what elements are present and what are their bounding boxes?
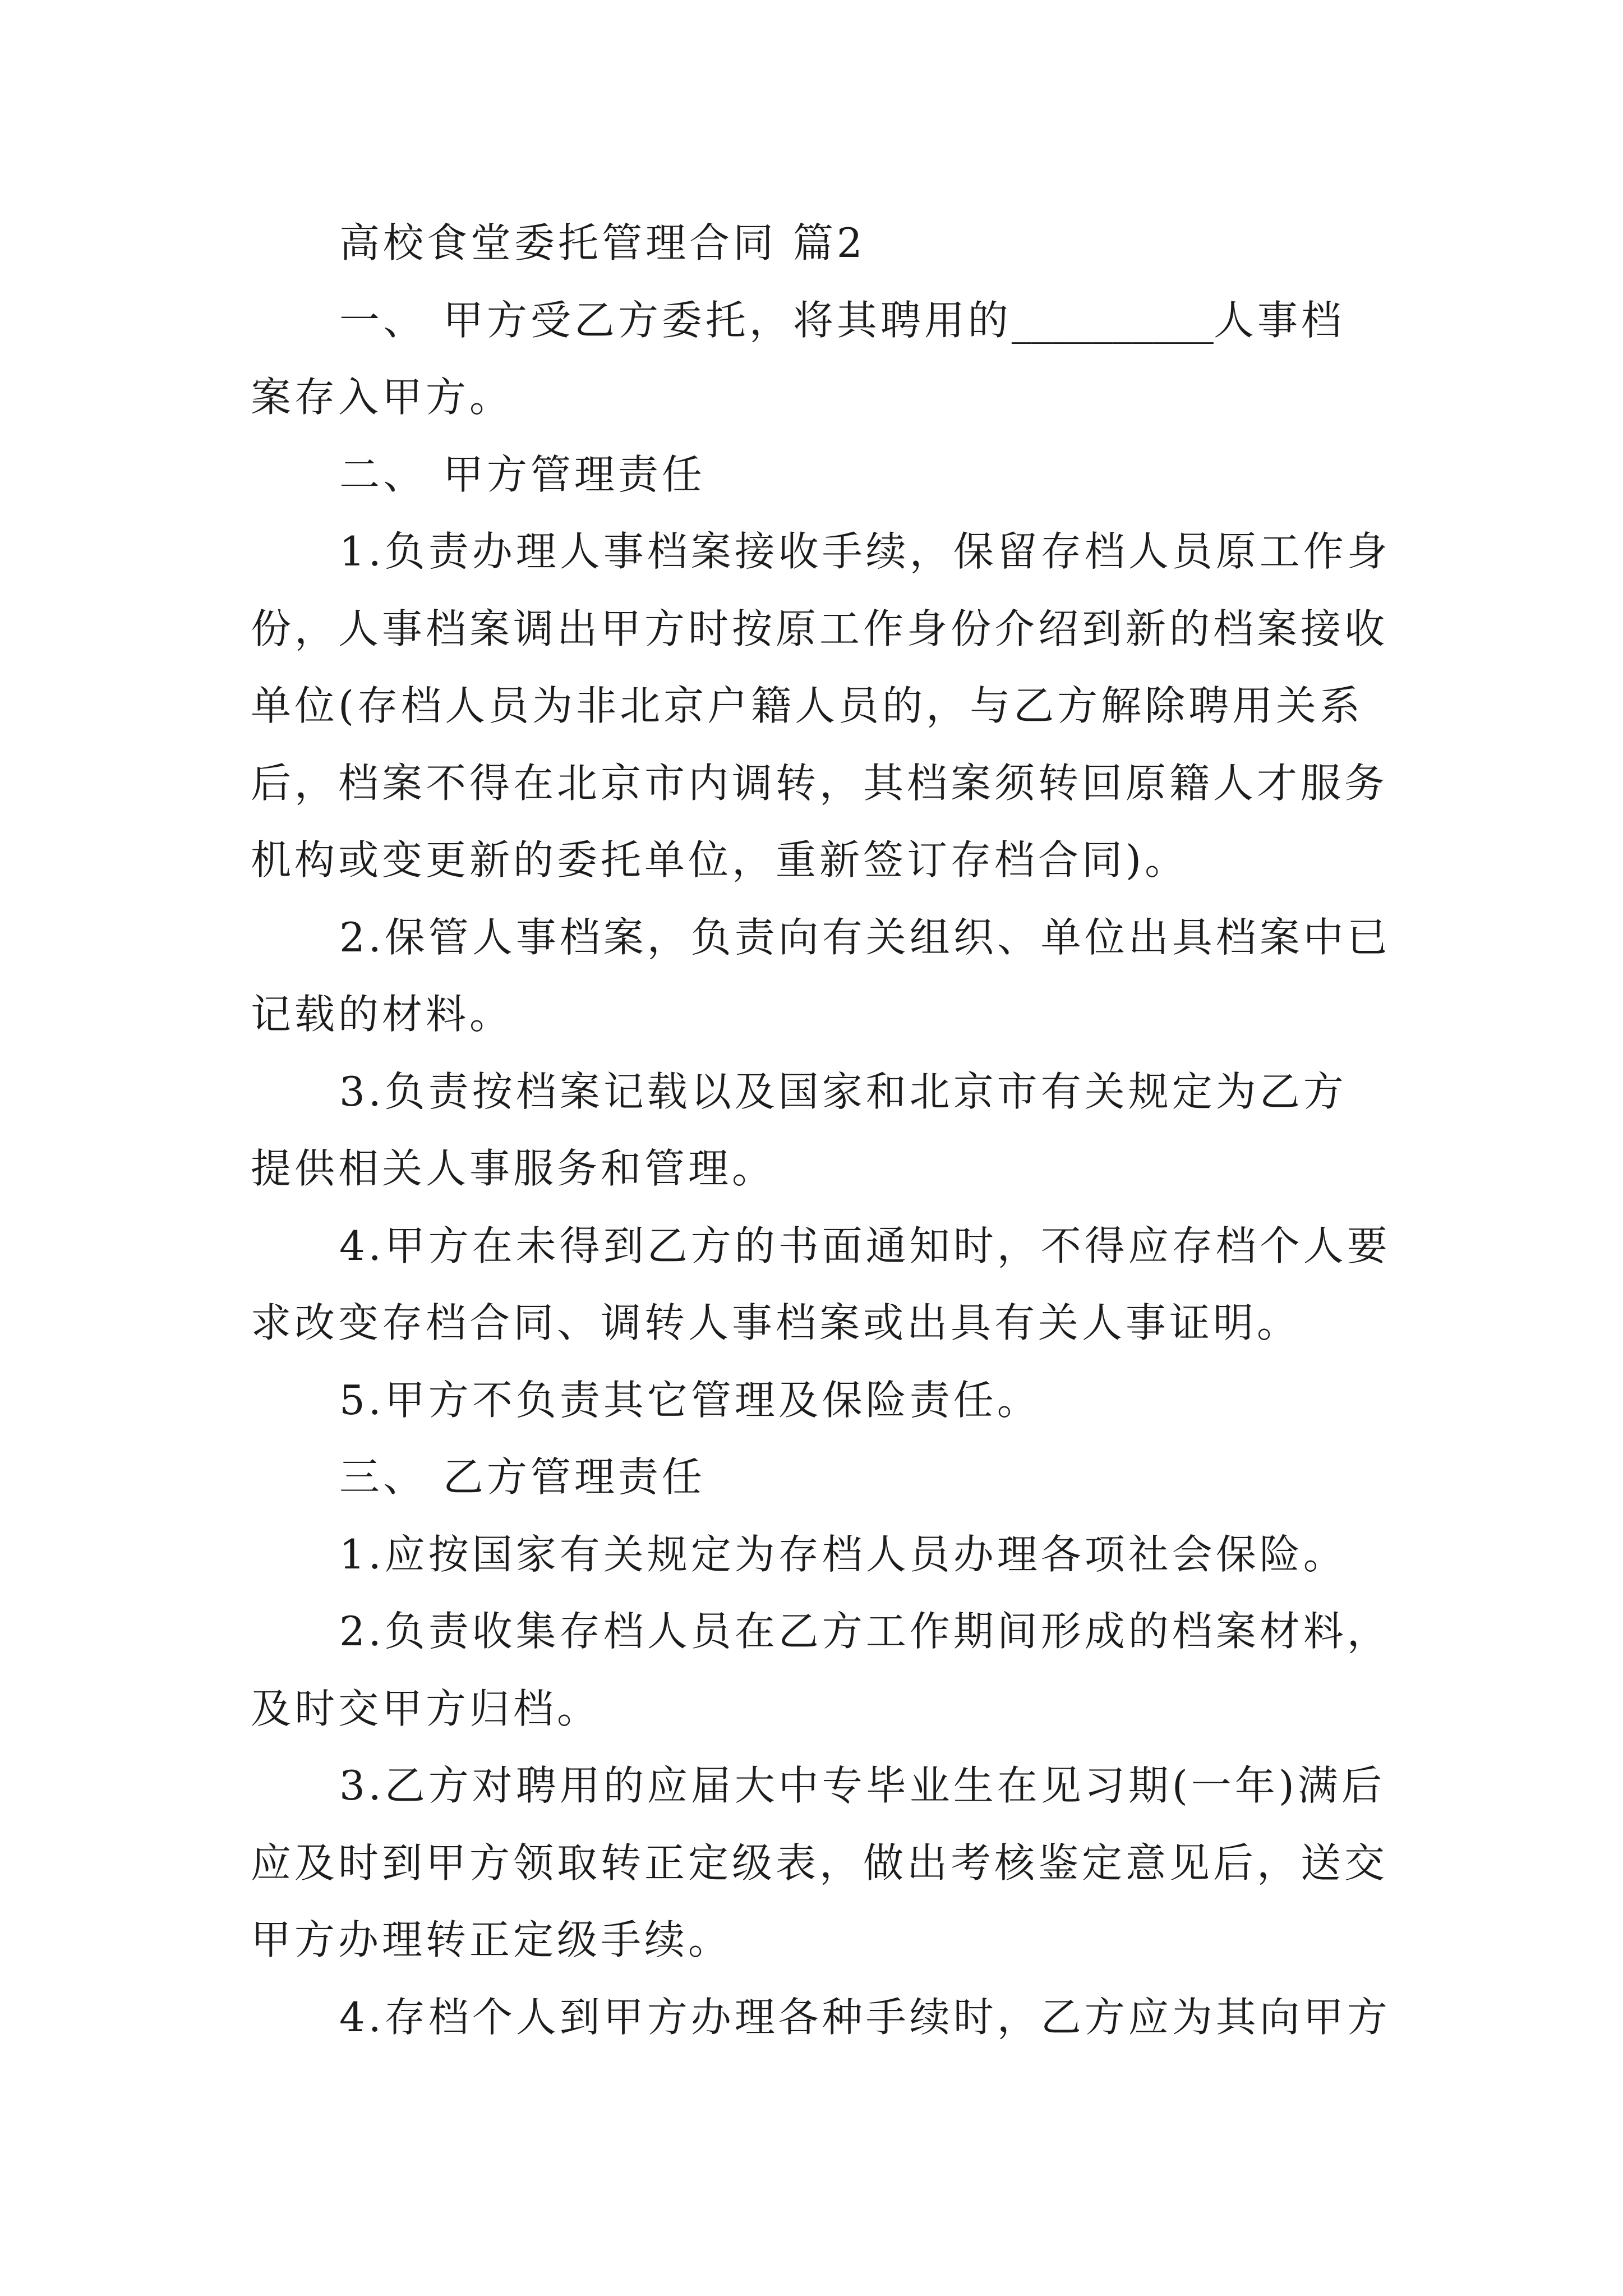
text-line: 后，档案不得在北京市内调转，其档案须转回原籍人才服务 bbox=[251, 759, 1389, 807]
text-line: 记载的材料。 bbox=[251, 991, 514, 1038]
section-3-heading: 三、 乙方管理责任 bbox=[339, 1453, 706, 1501]
section-2-item-4 bbox=[251, 1208, 1428, 1362]
section-1-text-after: 人事档 bbox=[1213, 296, 1345, 344]
section-2-heading: 二、 甲方管理责任 bbox=[339, 450, 706, 498]
text-line: 应及时到甲方领取转正定级表，做出考核鉴定意见后，送交 bbox=[251, 1839, 1389, 1887]
text-line: 2.负责收集存档人员在乙方工作期间形成的档案材料， bbox=[339, 1608, 1391, 1655]
document-title: 高校食堂委托管理合同 篇2 bbox=[339, 219, 866, 266]
text-line: 4.甲方在未得到乙方的书面通知时，不得应存档个人要 bbox=[339, 1222, 1391, 1269]
section-2-item-1 bbox=[251, 513, 1428, 899]
fill-in-blank: __________ bbox=[1011, 296, 1214, 344]
text-line: 份，人事档案调出甲方时按原工作身份介绍到新的档案接收 bbox=[251, 605, 1389, 652]
section-3-item-2 bbox=[251, 1593, 1428, 1747]
text-line: 2.保管人事档案，负责向有关组织、单位出具档案中已 bbox=[339, 913, 1391, 961]
text-line: 提供相关人事服务和管理。 bbox=[251, 1145, 776, 1192]
text-line: 4.存档个人到甲方办理各种手续时，乙方应为其向甲方 bbox=[339, 1993, 1391, 2041]
section-3-item-4 bbox=[251, 1979, 1428, 2056]
section-1-line-1 bbox=[251, 282, 1428, 360]
text-line: 3.乙方对聘用的应届大中专毕业生在见习期(一年)满后 bbox=[339, 1762, 1385, 1809]
text-line: 求改变存档合同、调转人事档案或出具有关人事证明。 bbox=[251, 1299, 1301, 1346]
text-line: 1.负责办理人事档案接收手续，保留存档人员原工作身 bbox=[339, 528, 1391, 575]
section-1-paragraph bbox=[251, 282, 1428, 436]
section-2-item-5 bbox=[251, 1362, 1428, 1439]
document-body bbox=[251, 205, 1428, 2056]
text-line: 1.应按国家有关规定为存档人员办理各项社会保险。 bbox=[339, 1530, 1347, 1578]
text-line: 及时交甲方归档。 bbox=[251, 1685, 601, 1732]
section-2-item-2 bbox=[251, 899, 1428, 1053]
section-2 bbox=[251, 436, 1428, 1439]
section-1-line-2: 案存入甲方。 bbox=[251, 374, 514, 421]
text-line: 机构或变更新的委托单位，重新签订存档合同)。 bbox=[251, 836, 1189, 884]
text-line: 甲方办理转正定级手续。 bbox=[251, 1916, 732, 1963]
text-line: 单位(存档人员为非北京户籍人员的，与乙方解除聘用关系 bbox=[251, 682, 1364, 729]
text-line: 5.甲方不负责其它管理及保险责任。 bbox=[339, 1376, 1041, 1424]
section-3 bbox=[251, 1439, 1428, 2056]
section-3-item-3 bbox=[251, 1747, 1428, 1979]
section-2-item-3 bbox=[251, 1053, 1428, 1208]
text-line: 3.负责按档案记载以及国家和北京市有关规定为乙方 bbox=[339, 1068, 1347, 1115]
section-3-item-1 bbox=[251, 1516, 1428, 1594]
section-1-text-before: 一、 甲方受乙方委托，将其聘用的 bbox=[339, 296, 1012, 344]
